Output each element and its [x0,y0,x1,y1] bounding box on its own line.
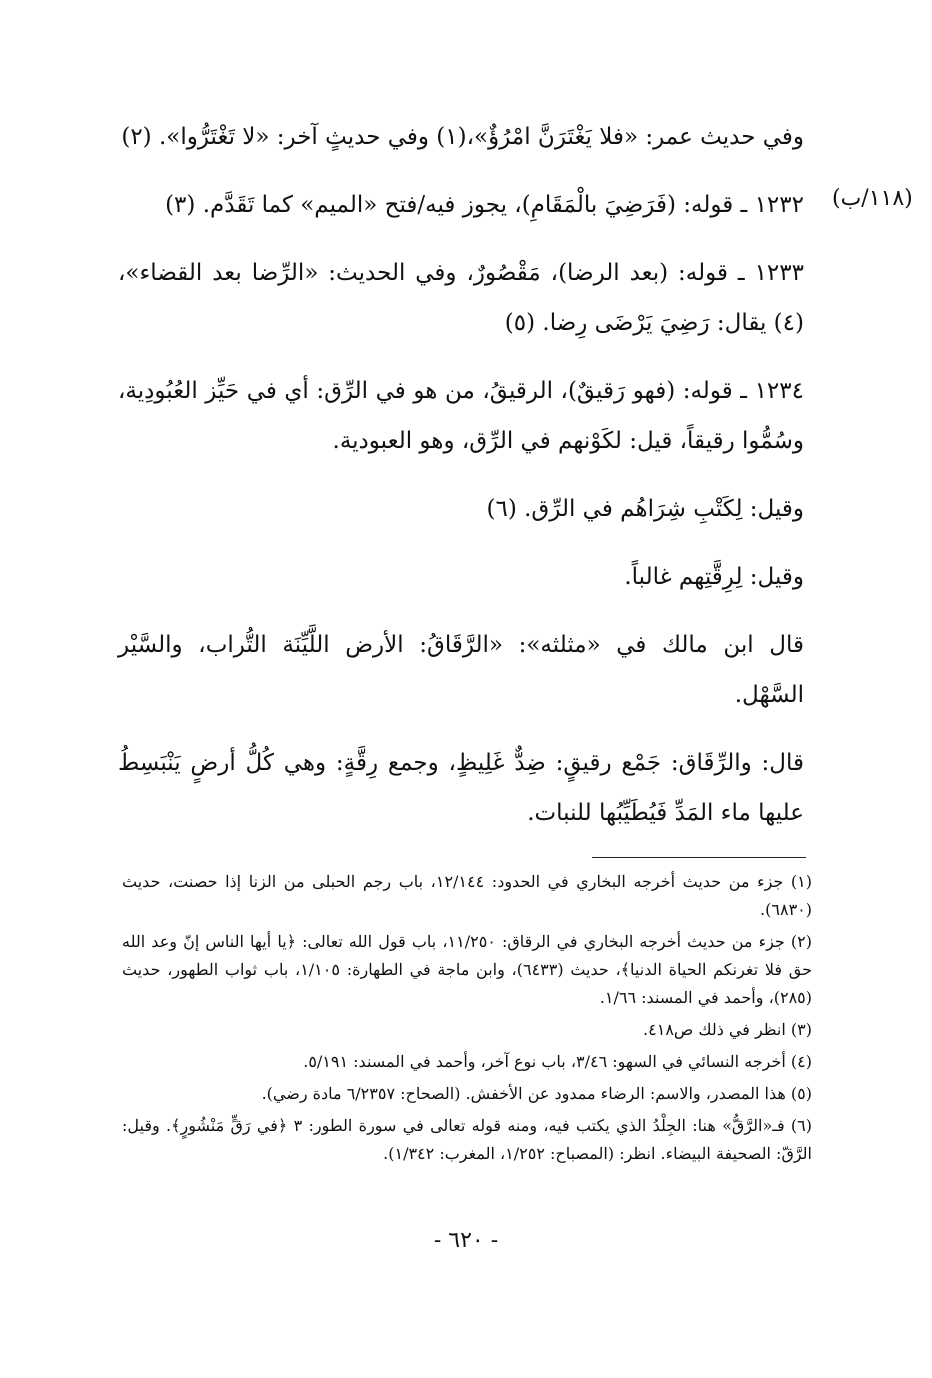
page-number: - ٦٢٠ - [433,1228,499,1253]
footnotes [122,868,812,1172]
paragraph-1232: ١٢٣٢ ـ قوله: (فَرَضِيَ بالْمَقَامِ)، يجوز فيه/فتح «الميم» كما تَقَدَّم. (٣) [165,192,804,218]
footnote-1: (١) جزء من حديث أخرجه البخاري في الحدود: ١٢/١٤٤، باب رجم الحبلى من الزنا إذا حصنت، حديث (٦٨٣٠). [122,872,812,919]
paragraph-hadith-umar: وفي حديث عمر: «فلا يَغْتَرَنَّ امْرُؤٌ»،(١) وفي حديثٍ آخر: «لا تَغْتَرُّوا». (٢) [121,124,804,150]
paragraph-qila-2: وقيل: لِرِقَّتِهم غالباً. [624,564,804,590]
footnote-5: (٥) هذا المصدر، والاسم: الرضاء ممدود عن الأخفش. (الصحاح: ٦/٢٣٥٧ مادة رضي). [261,1084,812,1103]
paragraph-qila-1: وقيل: لِكَتْبِ شِرَاهُم في الرِّق. (٦) [486,496,804,522]
footnote-2: (٢) جزء من حديث أخرجه البخاري في الرقاق: ١١/٢٥٠، باب قول الله تعالى: ﴿يا أيها الناس إنّ وعد الله حق فلا تغرنكم الحياة الدنيا﴾، حديث (٦٤٣٣)، وابن ماجة في الطهارة: ١/١٠٥، باب ثواب الطهور، حديث (٢٨٥)، وأحمد في المسند: ١/٦٦. [122,932,813,1007]
paragraph-1233: ١٢٣٣ ـ قوله: (بعد الرضا)، مَقْصُورٌ، وفي الحديث: «الرِّضا بعد القضاء»،(٤) يقال: رَضِيَ يَرْضَى رِضا. (٥) [118,260,804,336]
footnote-6: (٦) فـ«الرَّقُّ» هنا: الجِلْدُ الذي يكتب فيه، ومنه قوله تعالى في سورة الطور: ٣ ﴿في رَقٍّ مَنْشُورٍ﴾. وقيل: الرَّقّ: الصحيفة البيضاء. انظر: (المصباح: ١/٢٥٢، المغرب: ١/٣٤٢). [122,1116,813,1163]
manuscript-folio-note: (١١٨/ب) [832,186,913,211]
footnote-separator [592,857,806,858]
main-text [118,112,804,856]
paragraph-riqaq: قال: والرِّقَاق: جَمْع رقيقٍ: ضِدٌّ غَلِيظٍ، وجمع رِقَّةٍ: وهي كُلُّ أرضٍ يَنْبَسِطُ عليها ماء المَدِّ فَيُطَيِّبُها للنبات. [118,750,804,826]
paragraph-ibn-malik: قال ابن مالك في «مثلثه»: «الرَّقَاقُ: الأرض اللَّيِّنَة التُّراب، والسَّيْر السَّهْل. [118,632,804,708]
footnote-3: (٣) انظر في ذلك ص٤١٨. [643,1020,812,1039]
paragraph-1234: ١٢٣٤ ـ قوله: (فهو رَقيقٌ)، الرقيقُ، من هو في الرِّق: أي في حَيِّز العُبُودِية، وسُمُّوا رقيقاً، قيل: لكَوْنهم في الرِّق، وهو العبودية. [118,378,804,454]
footnote-4: (٤) أخرجه النسائي في السهو: ٣/٤٦، باب نوع آخر، وأحمد في المسند: ٥/١٩١. [303,1052,812,1071]
